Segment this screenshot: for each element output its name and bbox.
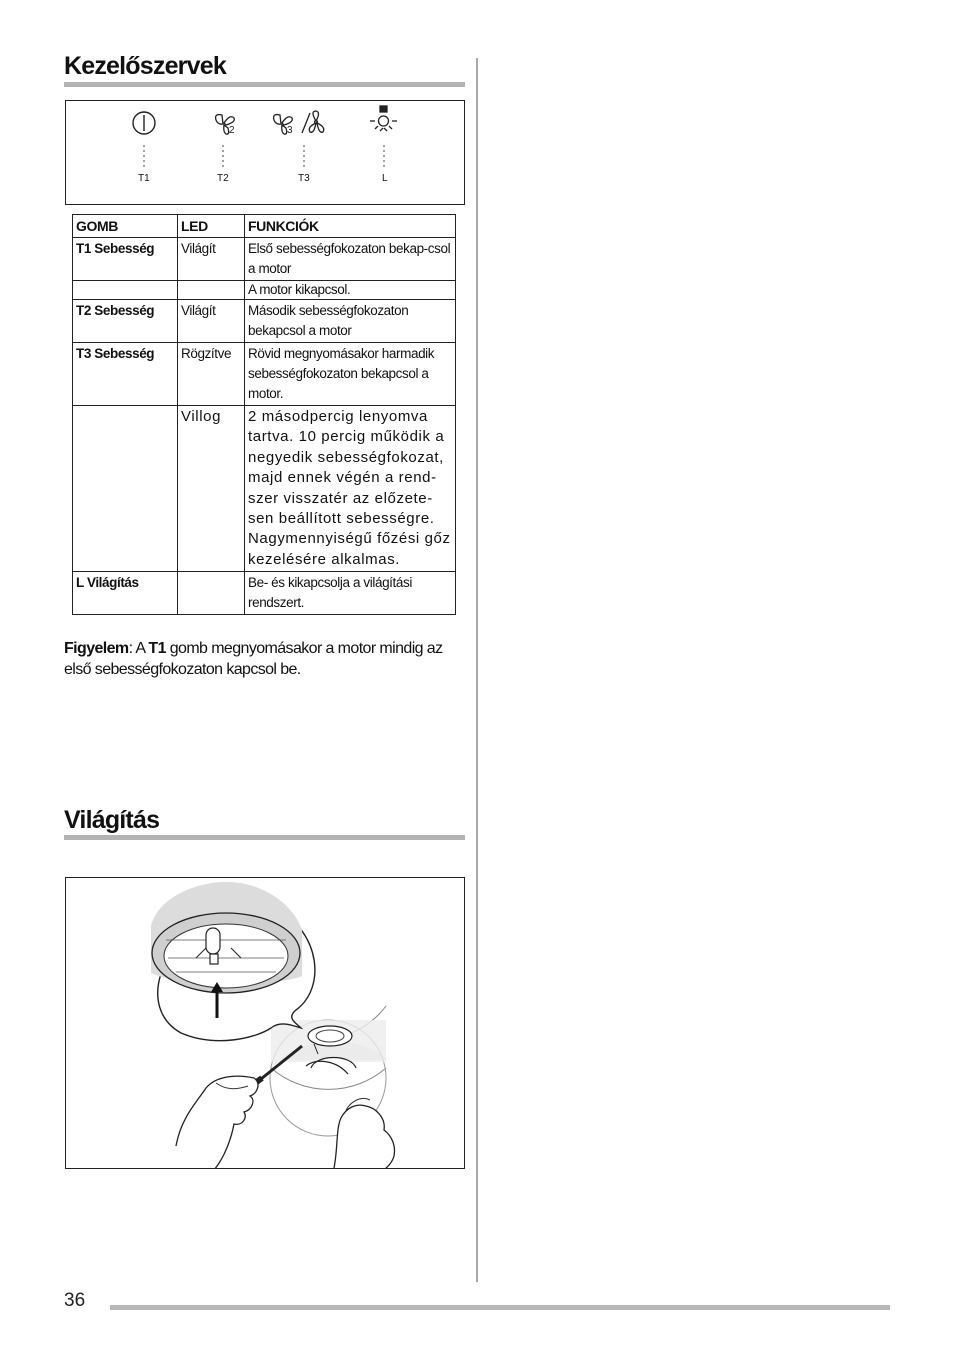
section-title-controls: Kezelőszervek [64, 52, 226, 80]
cell-led [178, 572, 245, 615]
cell-led: Világít [178, 238, 245, 281]
note-separator: : A [128, 640, 149, 657]
power-icon [133, 112, 155, 134]
header-funkciok: FUNKCIÓK [245, 215, 456, 238]
cell-led: Villog [178, 406, 245, 572]
cell-button: L Világítás [73, 572, 178, 615]
cell-button: T2 Sebesség [73, 300, 178, 343]
function-table [72, 214, 456, 615]
cell-function: 2 másodpercig lenyomva tartva. 10 percig működik a negyedik sebességfokozat, majd ennek végén a rend-szer visszatér az előzete-sen beállított sebességre. Nagymennyiségű főzési gőz kezelésére alkalmas. [245, 406, 456, 572]
section-title-lighting: Világítás [64, 806, 160, 834]
cell-function: Rövid megnyomásakor harmadik sebességfokozaton bekapcsol a motor. [245, 343, 456, 406]
page-number: 36 [64, 1290, 86, 1311]
title-underline [64, 82, 465, 87]
cell-button: T1 Sebesség [73, 238, 178, 281]
cell-led: Világít [178, 300, 245, 343]
cell-led [178, 281, 245, 300]
svg-text:2: 2 [229, 125, 235, 136]
cell-button [73, 281, 178, 300]
button-label-t3: T3 [298, 173, 310, 184]
cell-led: Rögzítve [178, 343, 245, 406]
title-underline [64, 835, 465, 840]
table-row [73, 343, 456, 406]
header-led: LED [178, 215, 245, 238]
warning-note [64, 638, 464, 680]
note-key: T1 [148, 640, 166, 657]
column-divider [476, 58, 478, 1282]
control-panel-svg [66, 101, 464, 204]
button-label-t1: T1 [138, 173, 150, 184]
cell-function: Második sebességfokozaton bekapcsol a motor [245, 300, 456, 343]
fan-speed-2-icon [216, 115, 235, 136]
cell-function: A motor kikapcsol. [245, 281, 456, 300]
cell-button [73, 406, 178, 572]
fan-speed-3-icon [274, 111, 324, 136]
cell-function: Első sebességfokozaton bekap-csol a motor [245, 238, 456, 281]
svg-text:3: 3 [287, 125, 293, 136]
table-row [73, 406, 456, 572]
button-label-t2: T2 [217, 173, 229, 184]
header-gomb: GOMB [73, 215, 178, 238]
note-label: Figyelem [64, 640, 129, 657]
cell-button: T3 Sebesség [73, 343, 178, 406]
light-bulb-icon [370, 106, 397, 131]
cell-function: Be- és kikapcsolja a világítási rendszert. [245, 572, 456, 615]
table-row [73, 281, 456, 300]
table-header-row [73, 215, 456, 238]
button-label-l: L [382, 173, 388, 184]
table-row [73, 572, 456, 615]
lighting-illustration [65, 877, 465, 1169]
lamp-replacement-drawing [66, 878, 464, 1168]
control-panel-diagram [65, 100, 465, 205]
table-row [73, 300, 456, 343]
table-row [73, 238, 456, 281]
note-text: gomb megnyomásakor a motor mindig az első sebességfokozaton kapcsol be. [64, 640, 443, 678]
footer-rule [110, 1305, 890, 1310]
